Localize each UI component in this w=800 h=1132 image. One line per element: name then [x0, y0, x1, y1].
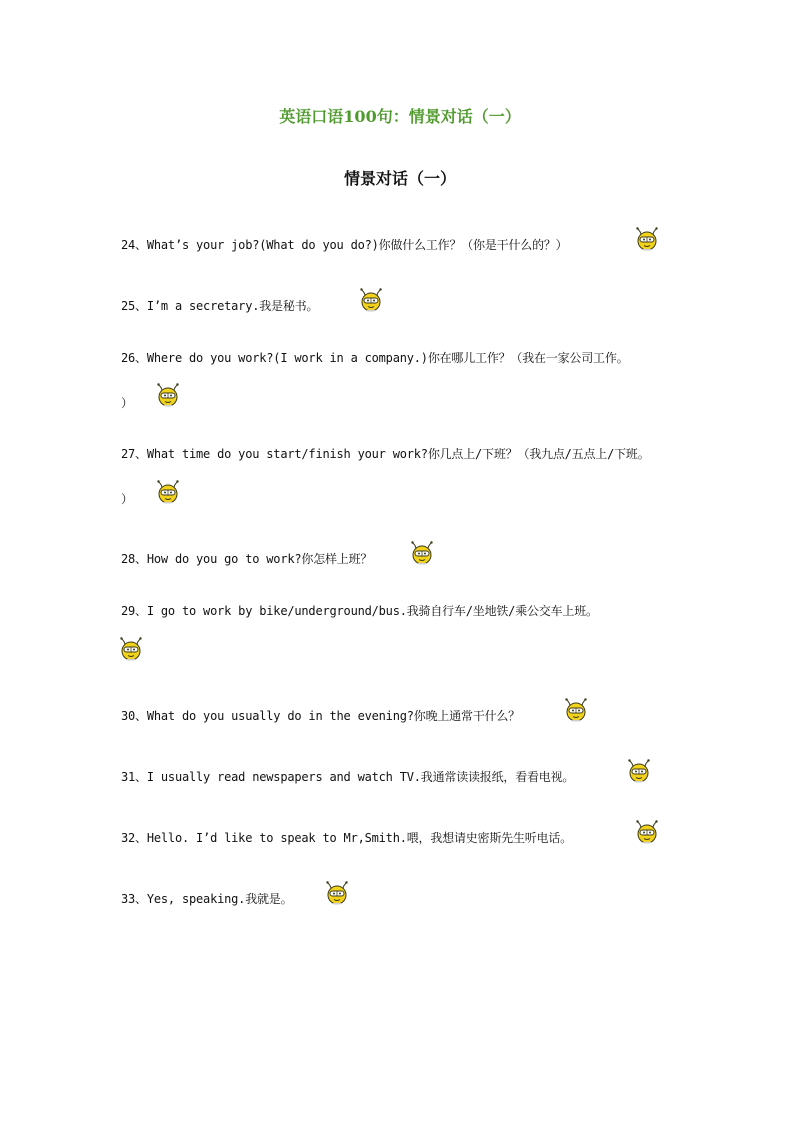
dialogue-line-32: 32、Hello. I’d like to speak to Mr,Smith.喂，我想请史密斯先生听电话。 — [121, 831, 572, 845]
emoticon-icon — [157, 383, 179, 407]
dialogue-line-27-continuation: ） — [121, 492, 133, 506]
section-title: 情景对话（一） — [343, 169, 456, 188]
dialogue-line-26: 26、Where do you work?(I work in a company.)你在哪儿工作？（我在一家公司工作。 — [121, 351, 629, 365]
dialogue-line-27: 27、What time do you start/finish your work?你几点上/下班？（我九点/五点上/下班。 — [121, 447, 650, 461]
dialogue-line-26-continuation: ） — [121, 396, 133, 410]
dialogue-line-25: 25、I’m a secretary.我是秘书。 — [121, 299, 319, 313]
dialogue-line-31: 31、I usually read newspapers and watch TV.我通常读读报纸，看看电视。 — [121, 770, 575, 784]
dialogue-line-24: 24、What’s your job?(What do you do?)你做什么工作？（你是干什么的？） — [121, 238, 568, 252]
dialogue-line-28: 28、How do you go to work?你怎样上班？ — [121, 552, 373, 566]
emoticon-icon — [326, 881, 348, 905]
emoticon-icon — [565, 698, 587, 722]
emoticon-icon — [636, 227, 658, 251]
emoticon-icon — [157, 480, 179, 504]
emoticon-icon — [360, 288, 382, 312]
emoticon-icon — [628, 759, 650, 783]
dialogue-line-33: 33、Yes, speaking.我就是。 — [121, 892, 293, 906]
emoticon-icon — [411, 541, 433, 565]
dialogue-line-29: 29、I go to work by bike/underground/bus.我骑自行车/坐地铁/乘公交车上班。 — [121, 604, 598, 618]
dialogue-line-30: 30、What do you usually do in the evening?你晚上通常干什么？ — [121, 709, 520, 723]
emoticon-icon — [120, 637, 142, 661]
page-title: 英语口语100句：情景对话（一） — [279, 107, 521, 126]
emoticon-icon — [636, 820, 658, 844]
